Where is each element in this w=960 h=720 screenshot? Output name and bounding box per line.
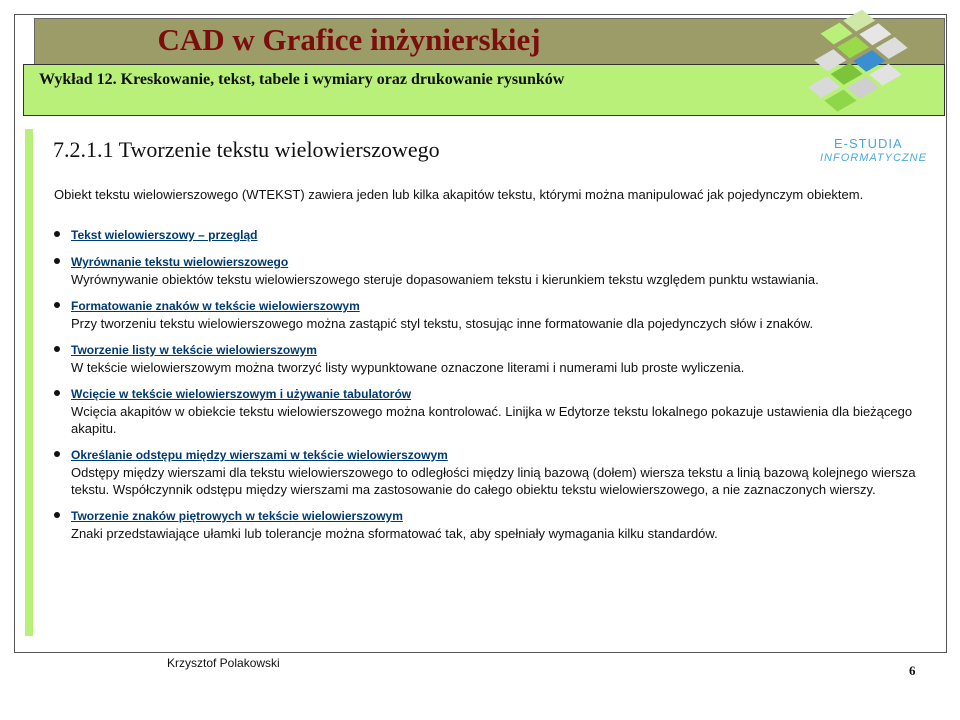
list-item bbox=[54, 226, 924, 244]
topic-description: Wyrównywanie obiektów tekstu wielowierszowego steruje dopasowaniem tekstu i kierunkiem tekstu względem punktu wstawiania. bbox=[71, 272, 819, 287]
page-number: 6 bbox=[909, 663, 916, 678]
topic-link-pietrowe[interactable]: Tworzenie znaków piętrowych w tekście wielowierszowym bbox=[71, 509, 403, 523]
section-heading: 7.2.1.1 Tworzenie tekstu wielowierszowego bbox=[53, 137, 440, 162]
bullet-icon bbox=[54, 231, 60, 237]
topic-link-przeglad[interactable]: Tekst wielowierszowy – przegląd bbox=[71, 228, 258, 242]
topic-link-formatowanie[interactable]: Formatowanie znaków w tekście wielowierszowym bbox=[71, 299, 360, 313]
list-item bbox=[54, 446, 924, 498]
list-item bbox=[54, 507, 924, 542]
bullet-icon bbox=[54, 390, 60, 396]
logo-text-estudia: E-STUDIA bbox=[834, 136, 903, 151]
slide-subtitle: Wykład 12. Kreskowanie, tekst, tabele i wymiary oraz drukowanie rysunków bbox=[39, 71, 565, 88]
intro-paragraph: Obiekt tekstu wielowierszowego (WTEKST) zawiera jeden lub kilka akapitów tekstu, którymi można manipulować jak pojedynczym obiektem. bbox=[54, 187, 864, 202]
topic-link-wyrownanie[interactable]: Wyrównanie tekstu wielowierszowego bbox=[71, 255, 289, 269]
bullet-icon bbox=[54, 258, 60, 264]
bullet-icon bbox=[54, 302, 60, 308]
topic-link-wciecie[interactable]: Wcięcie w tekście wielowierszowym i używanie tabulatorów bbox=[71, 387, 412, 401]
topic-description: Odstępy między wierszami dla tekstu wielowierszowego to odległości między linią bazową (dołem) wiersza tekstu a linią bazową kolejnego wiersza tekstu. Współczynnik odstępu między wierszami ma zastosowanie do całego obiektu tekstu wielowierszowego, a nie zaznaczonych wierszy. bbox=[71, 465, 916, 497]
topic-description: Wcięcia akapitów w obiekcie tekstu wielowierszowego można kontrolować. Linijka w Edytorze tekstu lokalnego pokazuje ustawienia dla bieżącego akapitu. bbox=[71, 404, 913, 436]
bullet-icon bbox=[54, 346, 60, 352]
slide-title: CAD w Grafice inżynierskiej bbox=[157, 22, 541, 57]
list-item bbox=[54, 385, 924, 437]
bullet-icon bbox=[54, 512, 60, 518]
topic-description: Przy tworzeniu tekstu wielowierszowego można zastąpić styl tekstu, stosując inne formatowanie dla pojedynczych słów i znaków. bbox=[71, 316, 814, 331]
logo-text-informatyczne: INFORMATYCZNE bbox=[820, 152, 927, 164]
topic-description: W tekście wielowierszowym można tworzyć listy wypunktowane oznaczone literami i numerami lub proste wyliczenia. bbox=[71, 360, 745, 375]
e-studia-logo-icon bbox=[808, 8, 948, 136]
topic-link-listy[interactable]: Tworzenie listy w tekście wielowierszowym bbox=[71, 343, 317, 357]
topic-list bbox=[54, 226, 924, 551]
footer-author: Krzysztof Polakowski bbox=[167, 656, 280, 670]
list-item bbox=[54, 253, 924, 288]
bullet-icon bbox=[54, 451, 60, 457]
list-item bbox=[54, 341, 924, 376]
list-item bbox=[54, 297, 924, 332]
topic-description: Znaki przedstawiające ułamki lub tolerancje można sformatować tak, aby spełniały wymagania kilku standardów. bbox=[71, 526, 718, 541]
accent-bar bbox=[25, 129, 33, 636]
topic-link-odstep[interactable]: Określanie odstępu między wierszami w tekście wielowierszowym bbox=[71, 448, 448, 462]
